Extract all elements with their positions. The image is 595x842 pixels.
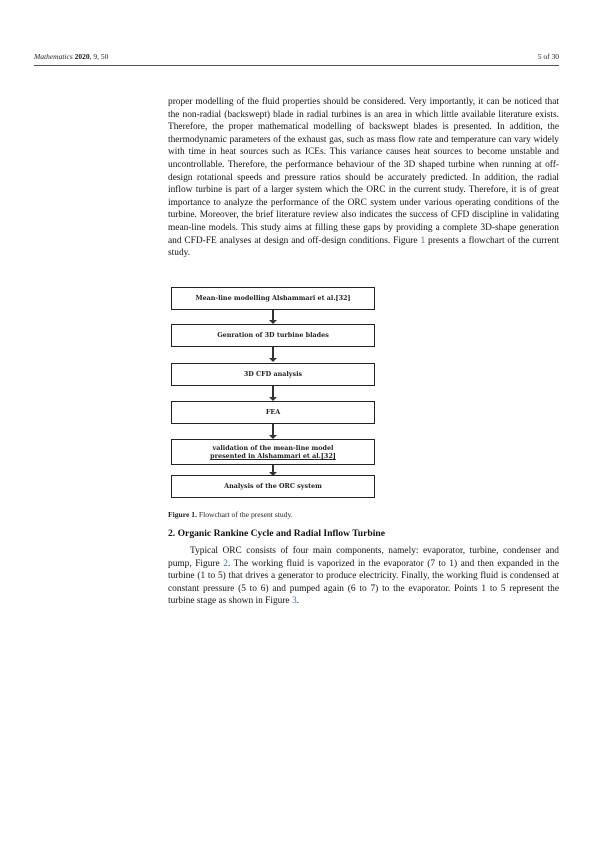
- validation-line-2: presented in Alshammari et al.[32]: [210, 452, 336, 460]
- para2-text-b: . The working fluid is vaporized in the evaporator (7 to 1) and then expanded in the turbine (1 to 5) that drives a generator to produce electricity. Finally, the working fluid is condensed at constant pressure (5 to 6) and pumped again (6 to 7) to the evaporator. Points 1 to 5 represent the turbine stage as shown in Figure: [168, 558, 559, 607]
- journal-year: 2020: [74, 52, 90, 61]
- para1-text-b: presents a flowchart of the current study.: [168, 235, 559, 259]
- flowchart-arrow: [272, 310, 274, 324]
- journal-name: Mathematics: [34, 52, 73, 61]
- flowchart-box-meanline: Mean-line modelling Alshammari et al.[32]: [171, 287, 375, 310]
- flowchart-box-cfd: 3D CFD analysis: [171, 363, 375, 386]
- journal-citation: [34, 52, 108, 61]
- page-header: [34, 52, 559, 66]
- journal-volume: , 9, 50: [89, 52, 109, 61]
- caption-label: Figure 1.: [168, 510, 197, 519]
- flowchart-figure: [168, 284, 559, 500]
- section-heading: 2. Organic Rankine Cycle and Radial Inflow Turbine: [168, 528, 385, 539]
- header-rule: [34, 65, 559, 66]
- caption-text: Flowchart of the present study.: [196, 510, 293, 519]
- orc-paragraph: [168, 545, 559, 608]
- figure-1-link[interactable]: 1: [420, 235, 426, 246]
- validation-line-1: validation of the mean-line model: [212, 443, 334, 452]
- figure-caption: [168, 510, 293, 519]
- para1-text-a: proper modelling of the fluid properties should be considered. Very importantly, it can be noticed that the non-radial (backswept) blade in radial turbines is an area in which little available literature exists. Therefore, the proper mathematical modelling of backswept blades is presented. In addition, the thermodynamic parameters of the exhaust gas, such as mass flow rate and temperature can vary widely with time in heat sources such as ICEs. This variance causes heat sources to become unstable and uncontrollable. Therefore, the performance behaviour of the 3D shaped turbine when running at off-design rotational speeds and pressure ratios should be accurately predicted. In addition, the radial inflow turbine is part of a larger system which the ORC in the current study. Therefore, it is of great importance to analyze the performance of the ORC system under various operating conditions of the turbine. Moreover, the brief literature review also indicates the success of CFD discipline in validating mean-line models. This study aims at filling these gaps by providing a complete 3D-shape generation and CFD-FE analyses at design and off-design conditions. Figure: [168, 97, 559, 246]
- flowchart-box-orc-analysis: Analysis of the ORC system: [171, 475, 375, 498]
- figure-2-link[interactable]: 2: [223, 558, 228, 569]
- intro-paragraph: [168, 96, 559, 260]
- page-number: 5 of 30: [537, 52, 559, 61]
- flowchart-box-3d-blades: Genration of 3D turbine blades: [171, 324, 375, 347]
- flowchart-arrow: [272, 424, 274, 439]
- flowchart-arrow: [272, 386, 274, 401]
- figure-3-link[interactable]: 3: [291, 596, 297, 607]
- flowchart-box-validation: [171, 439, 375, 465]
- para2-text-c: .: [296, 596, 299, 607]
- flowchart-arrow: [272, 347, 274, 362]
- flowchart-box-fea: FEA: [171, 401, 375, 424]
- para2-text-a: Typical ORC consists of four main components, namely: evaporator, turbine, condenser and pump, Figure: [168, 546, 559, 569]
